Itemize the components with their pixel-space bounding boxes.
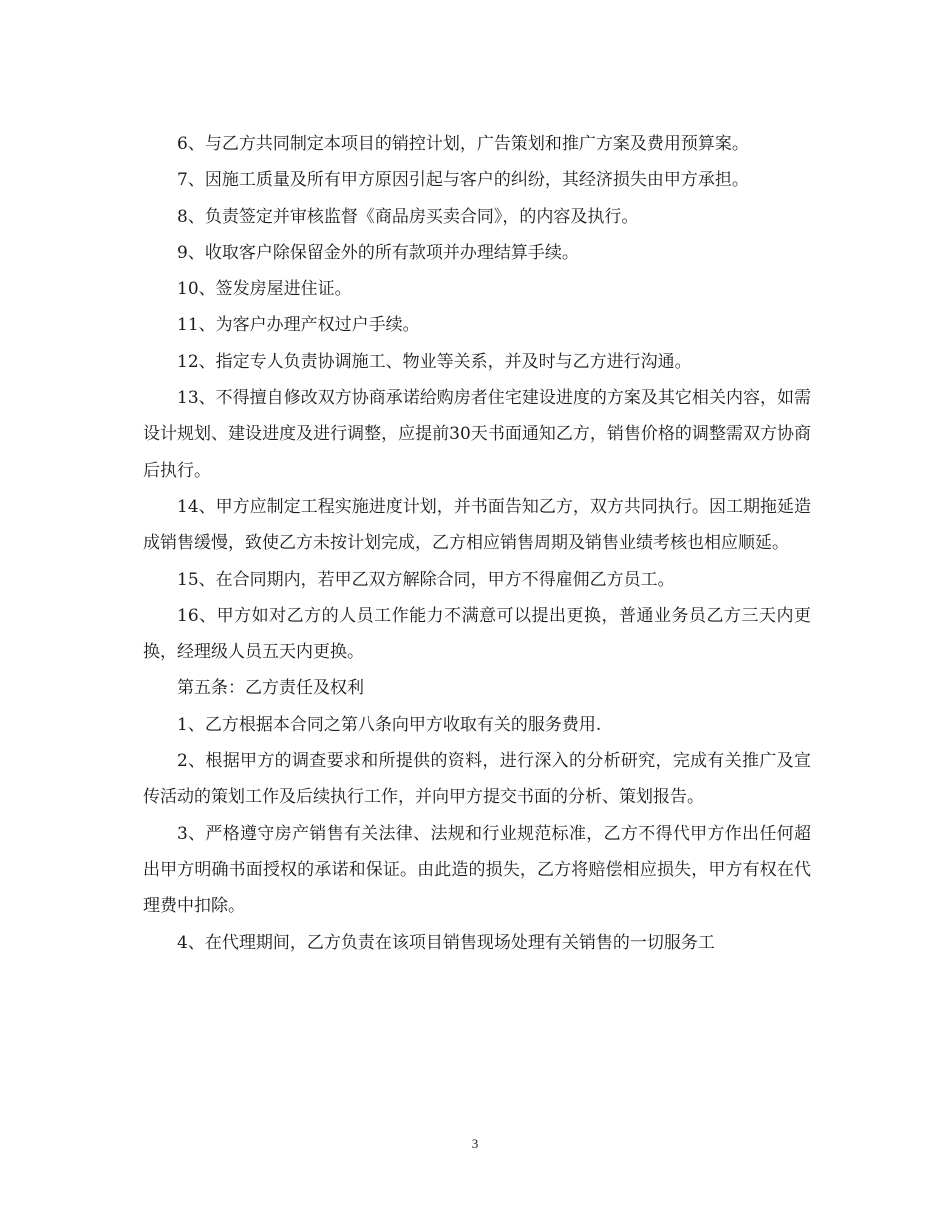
paragraph-clause-10: 10、签发房屋进住证。 [177, 279, 352, 300]
paragraph-clause-15: 15、在合同期内，若甲乙双方解除合同，甲方不得雇佣乙方员工。 [177, 569, 675, 590]
paragraph-party-b-2: 2、根据甲方的调查要求和所提供的资料，进行深入的分析研究，完成有关推广及宣传活动的策划工作及后续执行工作，并向甲方提交书面的分析、策划报告。 [143, 751, 811, 808]
paragraph-clause-6: 6、与乙方共同制定本项目的销控计划，广告策划和推广方案及费用预算案。 [177, 134, 749, 154]
paragraph-clause-11: 11、为客户办理产权过户手续。 [177, 315, 420, 336]
paragraph-party-b-4: 4、在代理期间，乙方负责在该项目销售现场处理有关销售的一切服务工 [177, 932, 715, 953]
page-number: 3 [471, 1136, 479, 1151]
paragraph-clause-8: 8、负责签定并审核监督《商品房买卖合同》，的内容及执行。 [177, 206, 639, 227]
paragraph-clause-14: 14、甲方应制定工程实施进度计划，并书面告知乙方，双方共同执行。因工期拖延造成销售缓慢，致使乙方未按计划完成，乙方相应销售周期及销售业绩考核也相应顺延。 [143, 496, 811, 554]
paragraph-party-b-3: 3、严格遵守房产销售有关法律、法规和行业规范标准，乙方不得代甲方作出任何超出甲方明确书面授权的承诺和保证。由此造的损失，乙方将赔偿相应损失，甲方有权在代理费中扣除。 [143, 823, 811, 917]
document-body [143, 126, 811, 961]
paragraph-clause-13: 13、不得擅自修改双方协商承诺给购房者住宅建设进度的方案及其它相关内容，如需设计规划、建设进度及进行调整，应提前30天书面通知乙方，销售价格的调整需双方协商后执行。 [143, 388, 811, 481]
section-heading-article-5: 第五条：乙方责任及权利 [177, 678, 364, 699]
paragraph-clause-9: 9、收取客户除保留金外的所有款项并办理结算手续。 [177, 242, 579, 263]
paragraph-party-b-1: 1、乙方根据本合同之第八条向甲方收取有关的服务费用. [177, 714, 602, 735]
paragraph-clause-16: 16、甲方如对乙方的人员工作能力不满意可以提出更换，普通业务员乙方三天内更换，经理级人员五天内更换。 [143, 605, 811, 663]
paragraph-clause-7: 7、因施工质量及所有甲方原因引起与客户的纠纷，其经济损失由甲方承担。 [177, 170, 749, 191]
paragraph-clause-12: 12、指定专人负责协调施工、物业等关系，并及时与乙方进行沟通。 [177, 351, 692, 372]
